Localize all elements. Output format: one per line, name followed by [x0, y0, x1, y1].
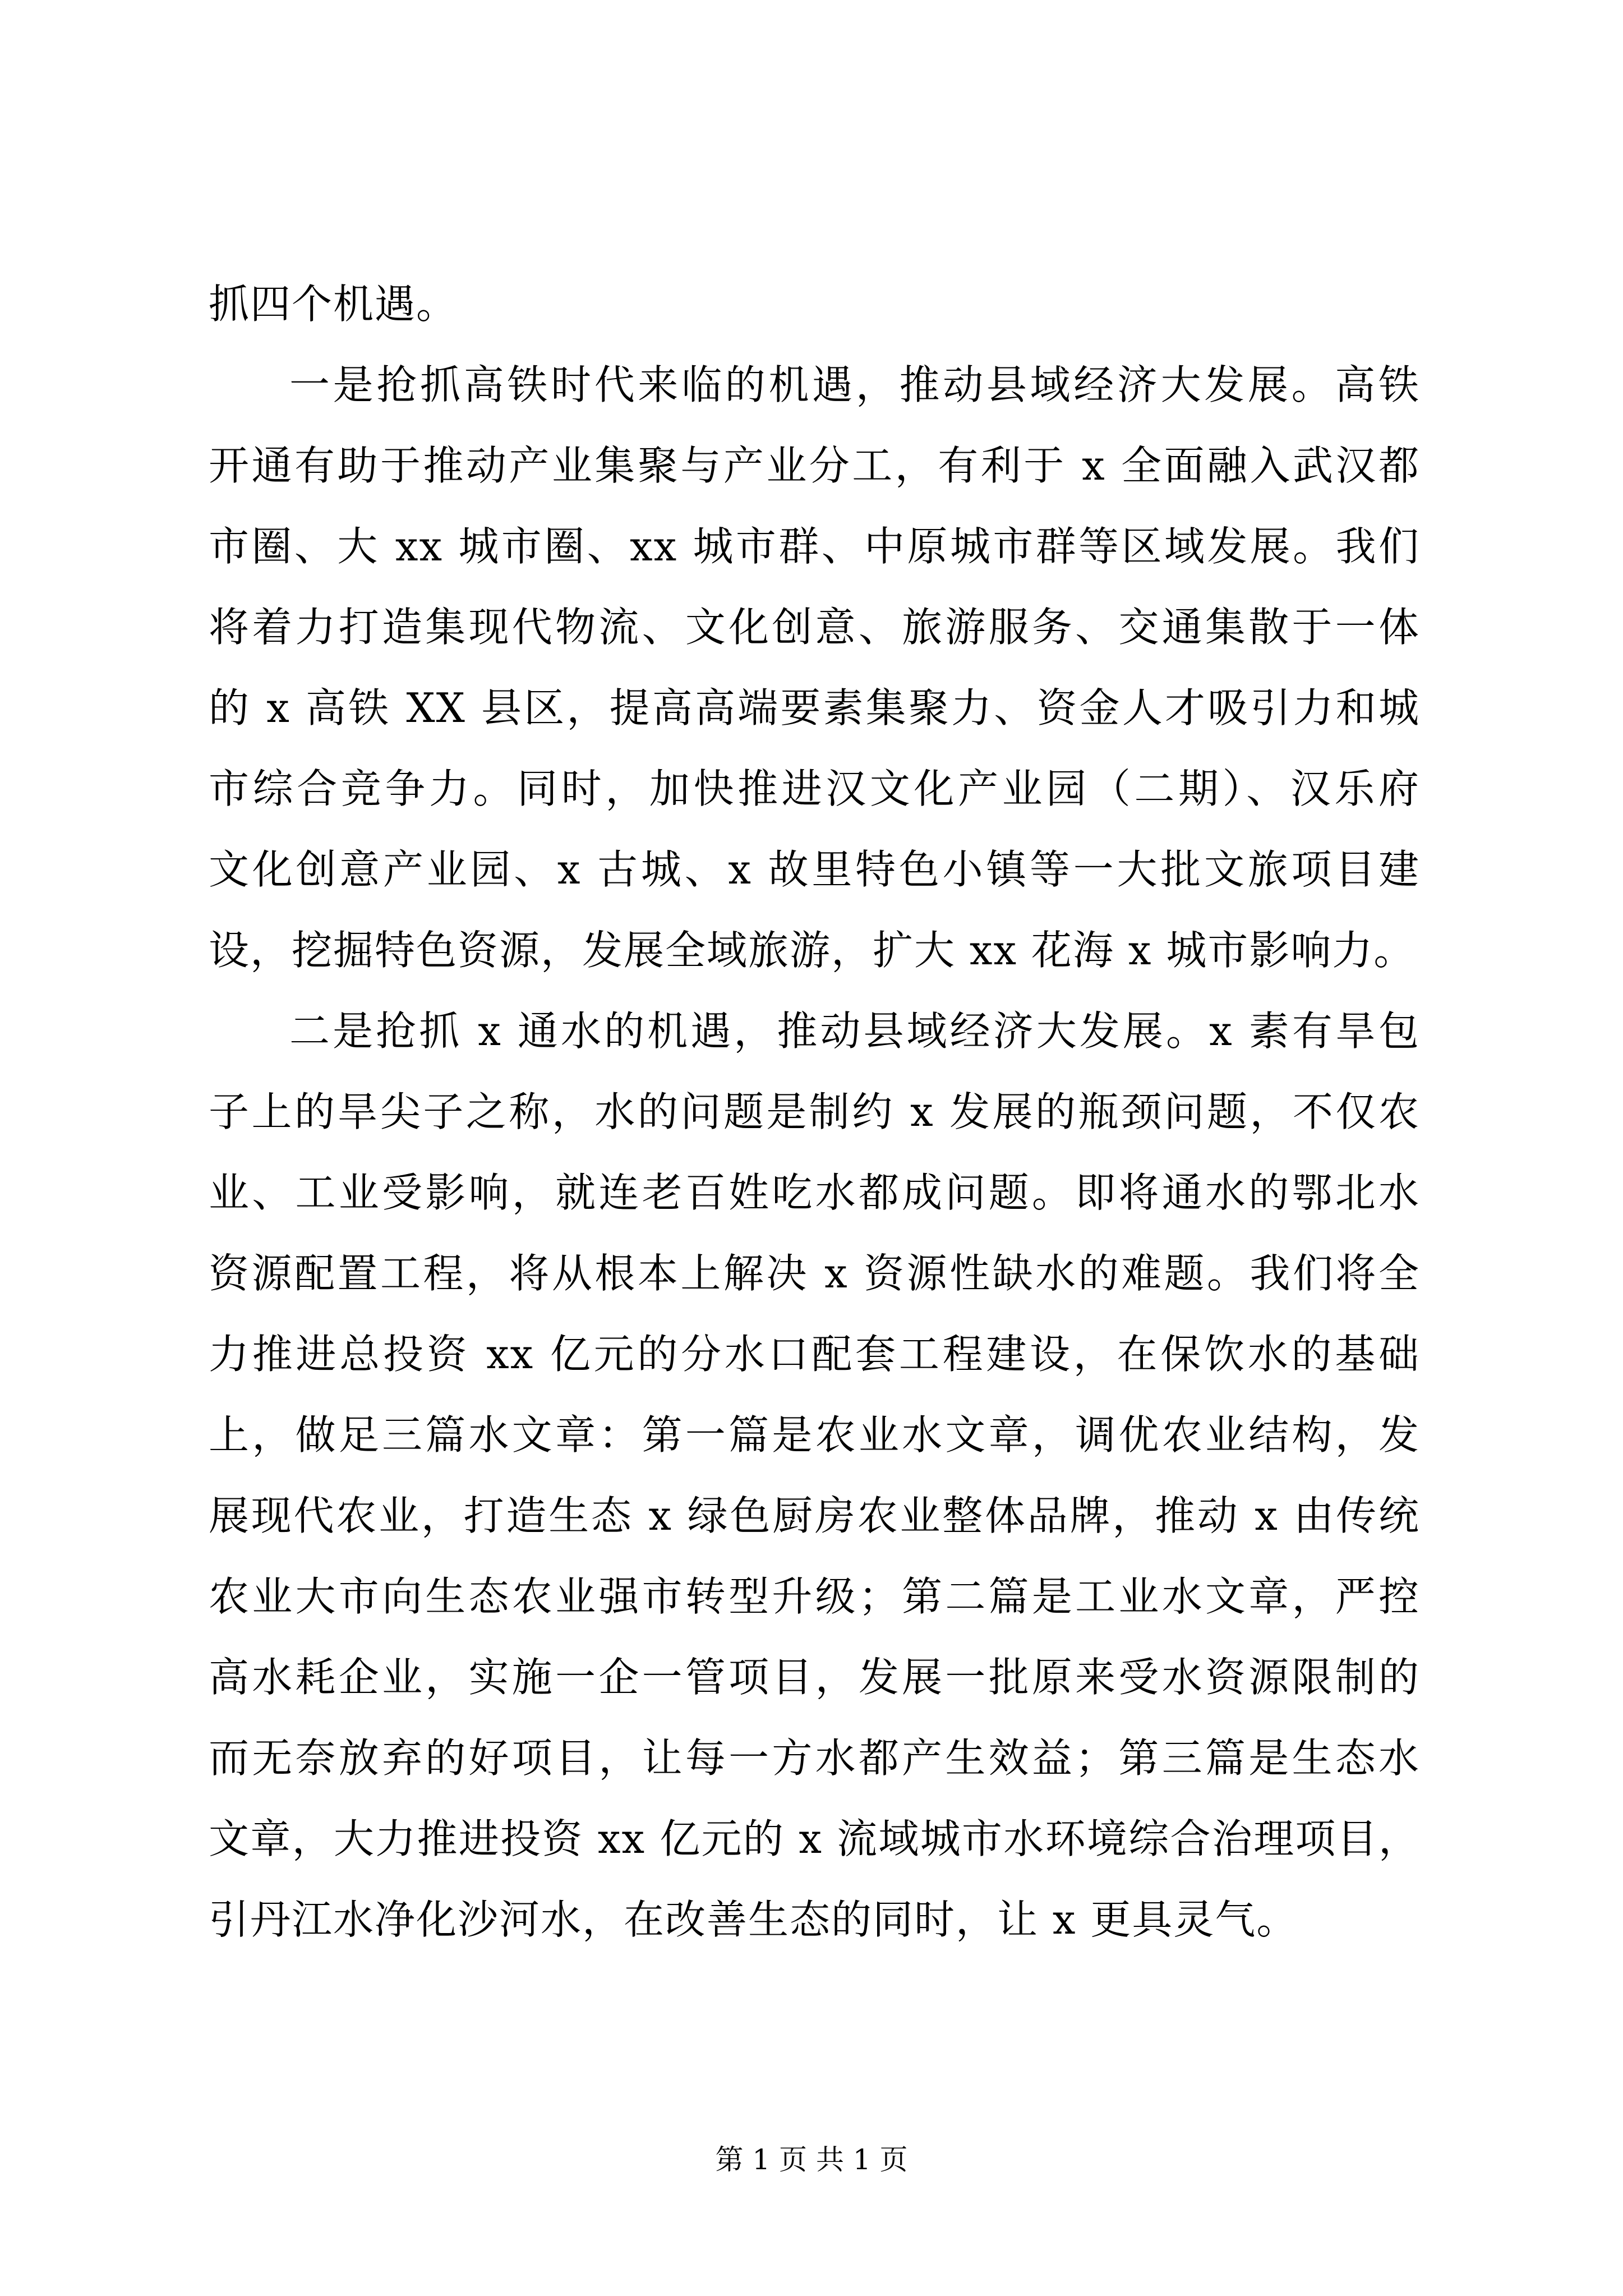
- text-line: 文化创意产业园、x 古城、x 故里特色小镇等一大批文旅项目建: [209, 846, 1420, 893]
- text-line: 市综合竞争力。同时，加快推进汉文化产业园（二期）、汉乐府: [209, 765, 1420, 812]
- paragraph-first-line: 一是抢抓高铁时代来临的机遇，推动县域经济大发展。高铁: [289, 361, 1420, 408]
- text-line: 高水耗企业，实施一企一管项目，发展一批原来受水资源限制的: [209, 1654, 1420, 1701]
- text-line: 子上的旱尖子之称，水的问题是制约 x 发展的瓶颈问题，不仅农: [209, 1088, 1420, 1135]
- text-line: 的 x 高铁 XX 县区，提高高端要素集聚力、资金人才吸引力和城: [209, 684, 1420, 731]
- text-line: 农业大市向生态农业强市转型升级；第二篇是工业水文章，严控: [209, 1573, 1420, 1620]
- text-line: 设，挖掘特色资源，发展全域旅游，扩大 xx 花海 x 城市影响力。: [209, 927, 1415, 974]
- text-line: 业、工业受影响，就连老百姓吃水都成问题。即将通水的鄂北水: [209, 1169, 1420, 1216]
- text-line: 力推进总投资 xx 亿元的分水口配套工程建设，在保饮水的基础: [209, 1331, 1420, 1378]
- text-line: 抓四个机遇。: [209, 280, 458, 328]
- text-line: 上，做足三篇水文章：第一篇是农业水文章，调优农业结构，发: [209, 1411, 1420, 1458]
- document-body: [209, 264, 1420, 1960]
- text-line: 开通有助于推动产业集聚与产业分工，有利于 x 全面融入武汉都: [209, 442, 1420, 489]
- text-line: 引丹江水净化沙河水，在改善生态的同时，让 x 更具灵气。: [209, 1896, 1298, 1943]
- text-line: 资源配置工程，将从根本上解决 x 资源性缺水的难题。我们将全: [209, 1250, 1420, 1297]
- text-line: 展现代农业，打造生态 x 绿色厨房农业整体品牌，推动 x 由传统: [209, 1492, 1420, 1539]
- text-line: 文章，大力推进投资 xx 亿元的 x 流域城市水环境综合治理项目，: [209, 1815, 1420, 1862]
- text-line: 将着力打造集现代物流、文化创意、旅游服务、交通集散于一体: [209, 604, 1420, 651]
- paragraph-first-line: 二是抢抓 x 通水的机遇，推动县域经济大发展。x 素有旱包: [289, 1007, 1420, 1055]
- page-number: 第 1 页 共 1 页: [715, 2143, 908, 2176]
- text-line: 而无奈放弃的好项目，让每一方水都产生效益；第三篇是生态水: [209, 1734, 1420, 1782]
- page-footer: [0, 2140, 1623, 2179]
- text-line: 市圈、大 xx 城市圈、xx 城市群、中原城市群等区域发展。我们: [209, 523, 1420, 570]
